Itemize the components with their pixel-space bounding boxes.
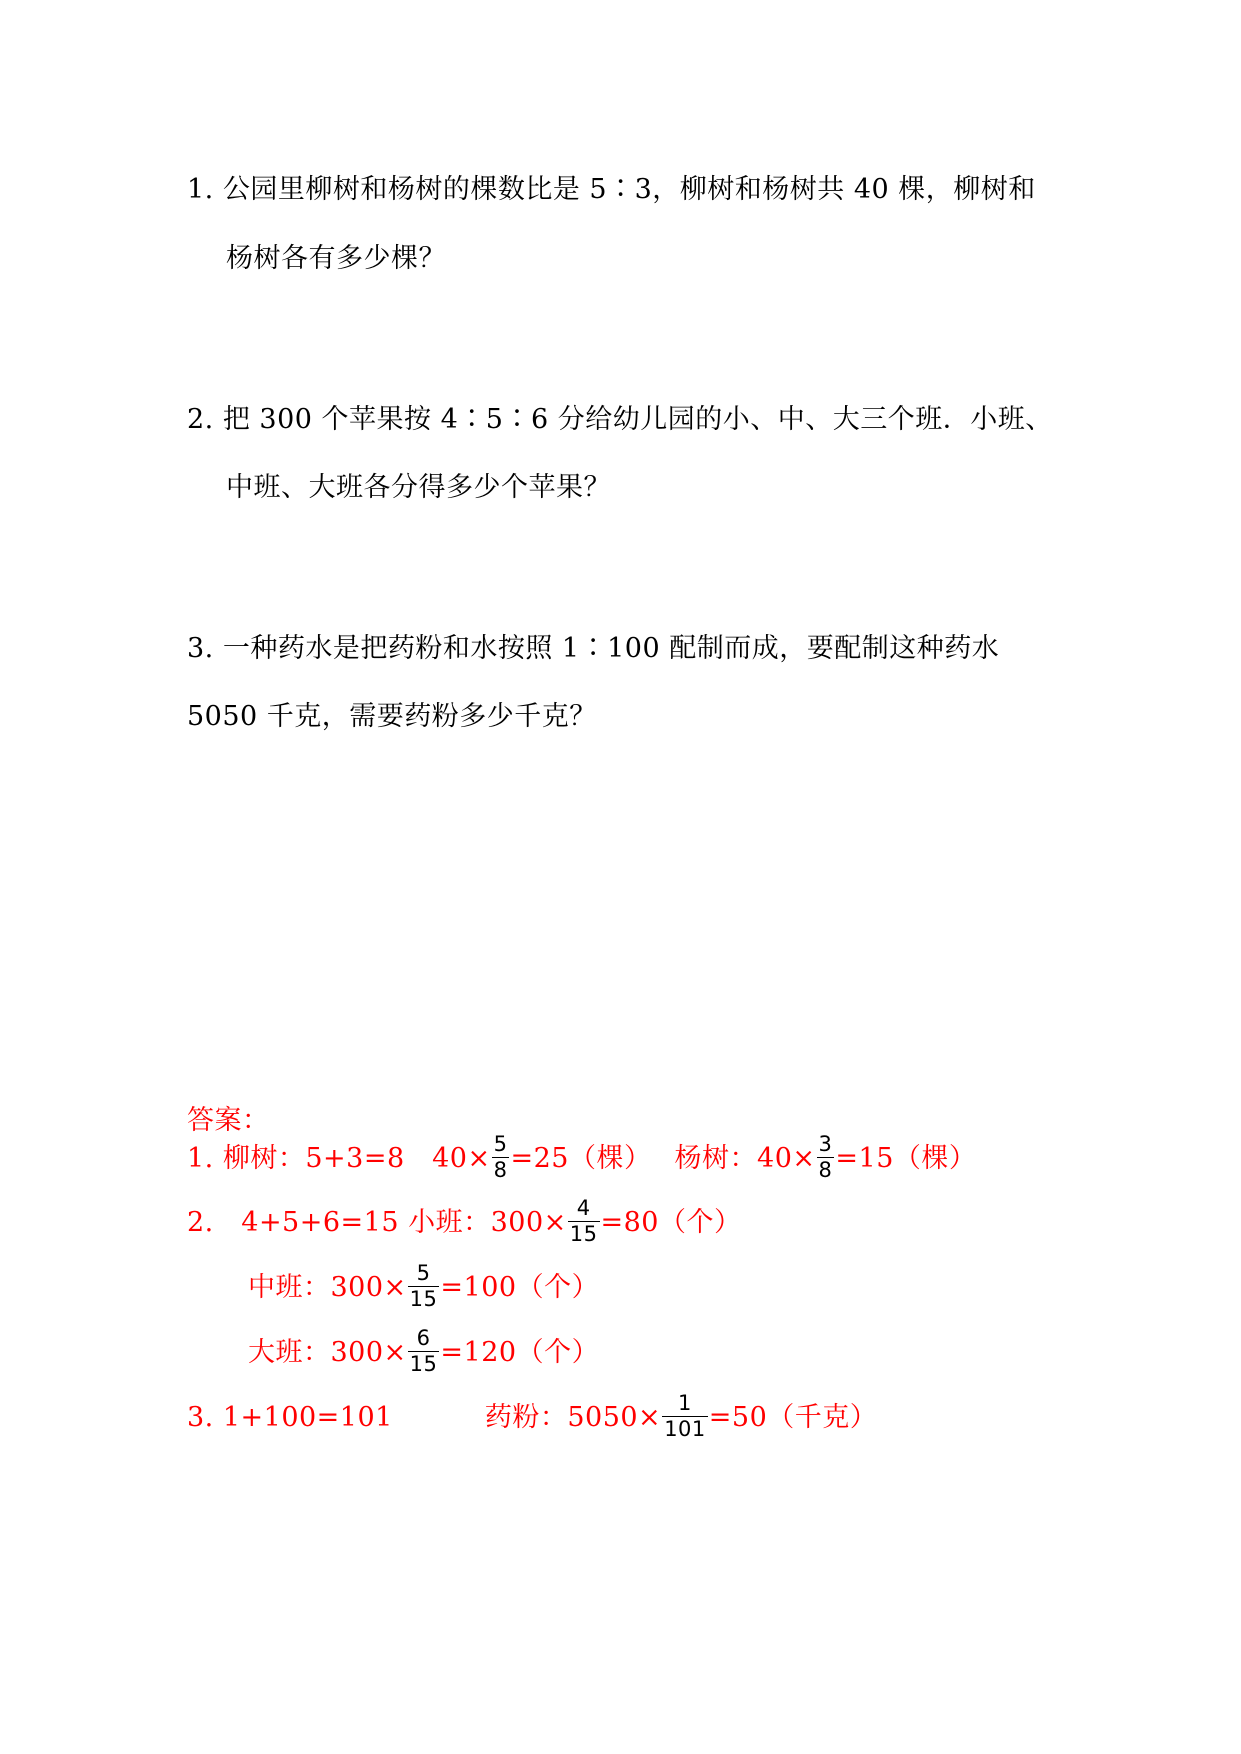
fraction-numerator: 3 [818, 1132, 833, 1156]
fraction-3-8 [817, 1134, 835, 1181]
question-2-line-1: 2. 把 300 个苹果按 4∶5∶6 分给幼儿园的小、中、大三个班．小班、 [187, 404, 1053, 435]
question-2-line-2: 中班、大班各分得多少个苹果？ [226, 472, 611, 503]
fraction-numerator: 6 [408, 1328, 440, 1352]
answer-1-suffix: =15（棵） [835, 1143, 977, 1174]
answer-3-suffix: =50（千克） [708, 1402, 878, 1433]
answer-2-middle-suffix: =100（个） [440, 1272, 600, 1303]
answer-2-middle-class [248, 1261, 600, 1312]
fraction-denominator: 8 [493, 1158, 508, 1182]
answer-2-big-class [248, 1326, 600, 1377]
fraction-denominator: 15 [409, 1352, 438, 1376]
answer-2-big-prefix: 大班：300× [248, 1337, 407, 1368]
answer-1-mid: =25（棵） 杨树：40× [510, 1143, 816, 1174]
question-1-line-1: 1. 公园里柳树和杨树的棵数比是 5∶3，柳树和杨树共 40 棵，柳树和 [187, 174, 1036, 205]
fraction-numerator: 4 [568, 1198, 600, 1222]
answer-2 [187, 1196, 742, 1247]
fraction-denominator: 15 [569, 1222, 598, 1246]
answer-2-big-suffix: =120（个） [440, 1337, 600, 1368]
fraction-denominator: 15 [409, 1287, 438, 1311]
answer-1 [187, 1132, 977, 1183]
fraction-1-101 [662, 1393, 708, 1440]
fraction-denominator: 8 [818, 1158, 833, 1182]
answer-2-middle-prefix: 中班：300× [248, 1272, 407, 1303]
fraction-5-15 [408, 1263, 440, 1310]
answer-3-label: 药粉：5050× [484, 1402, 662, 1433]
fraction-6-15 [408, 1328, 440, 1375]
answers-title: 答案： [187, 1105, 270, 1136]
fraction-denominator: 101 [664, 1417, 706, 1441]
answer-2-prefix: 2. 4+5+6=15 小班：300× [187, 1207, 567, 1238]
answer-3-prefix: 3. 1+100=101 [187, 1402, 393, 1433]
fraction-4-15 [568, 1198, 600, 1245]
question-1-line-2: 杨树各有多少棵？ [226, 243, 446, 274]
answer-1-prefix: 1. 柳树：5+3=8 40× [187, 1143, 491, 1174]
fraction-numerator: 1 [662, 1393, 708, 1417]
fraction-5-8 [492, 1134, 510, 1181]
question-3-line-1: 3. 一种药水是把药粉和水按照 1∶100 配制而成，要配制这种药水 [187, 633, 1000, 664]
fraction-numerator: 5 [408, 1263, 440, 1287]
answer-2-suffix: =80（个） [600, 1207, 742, 1238]
answer-3 [187, 1391, 878, 1442]
fraction-numerator: 5 [493, 1132, 508, 1156]
question-3-line-2: 5050 千克，需要药粉多少千克？ [187, 701, 597, 732]
